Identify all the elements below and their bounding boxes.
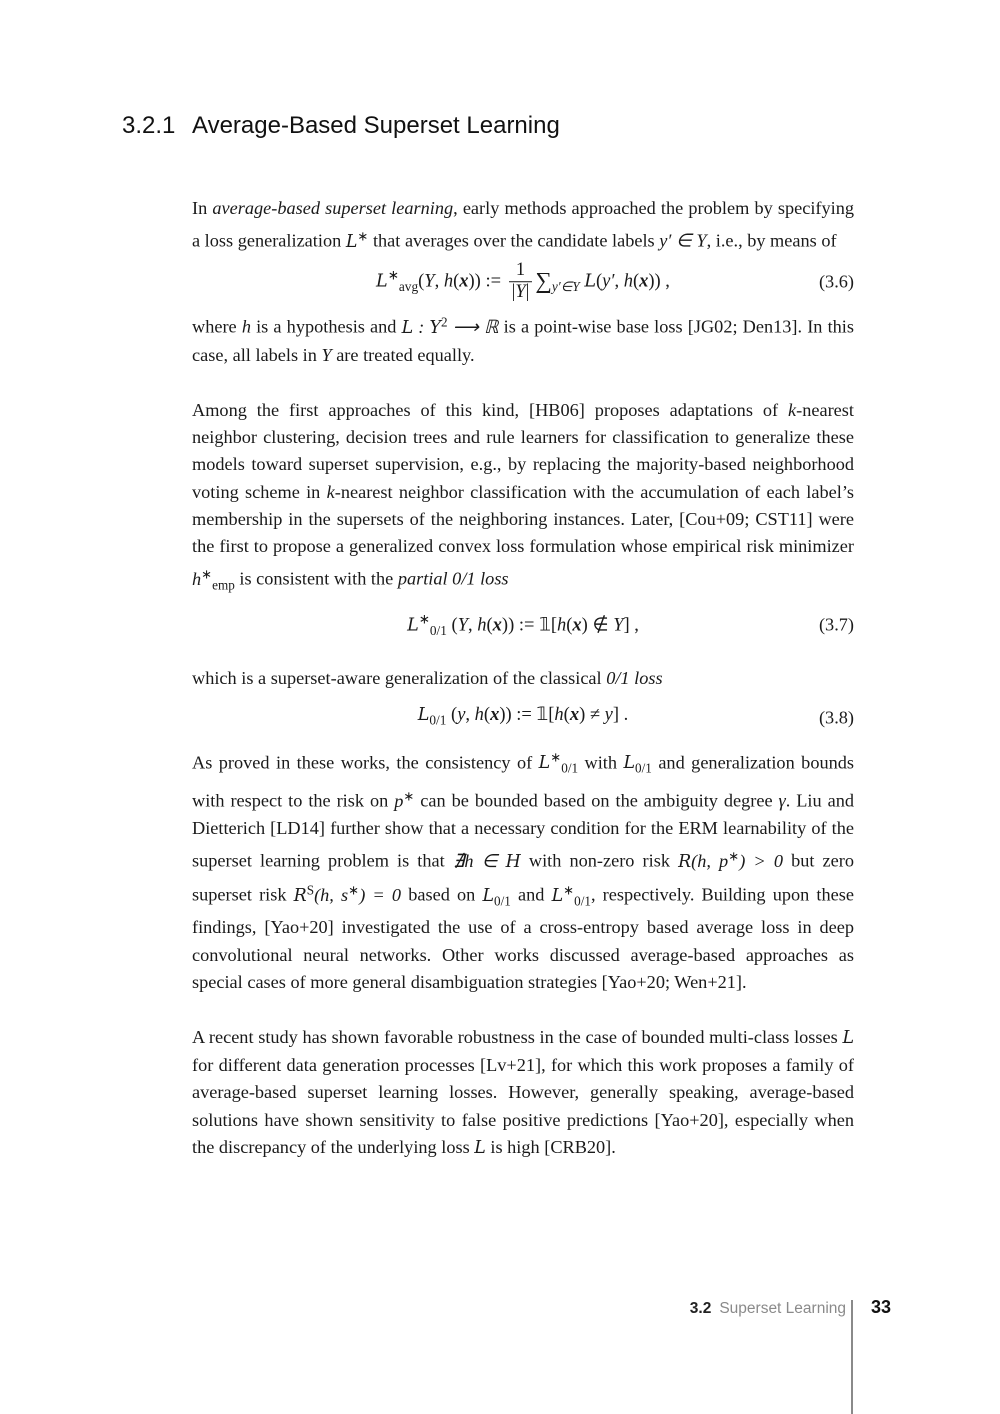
equation-3-6 bbox=[192, 256, 854, 308]
math-risk-minimizer: $h^∗_{emp}$ bbox=[192, 566, 235, 593]
paragraph-3: Among the first approaches of this kind, [HB06] proposes adaptations of k-nearest neighbor clustering, decision trees and rule learners for classification to generalize these models toward superset supervision, e.g., by replacing the majority-based neighborhood voting scheme in k-nearest neighbor classification with the accumulation of each label’s membership in the supersets of the neighboring instances. Later, [Cou+09; CST11] were the first to propose a generalized convex loss formulation whose empirical risk minimizer $h^∗_{emp}$ is consistent with the partial 0/1 loss bbox=[192, 399, 855, 593]
math-label-membership: y′ ∈ Y bbox=[659, 230, 707, 251]
equation-3-7-formula: $L^∗_{0/1}$ (Y, h(x)) := 𝟙[h(x) ∉ Y] , bbox=[407, 611, 639, 638]
paragraph-6: A recent study has shown favorable robustness in the case of bounded multi-class losses L for different data generation processes [Lv+21], for which this work proposes a family of average-based superset learning losses. However, generally speaking, average-based solutions have shown sensitivity to false positive predictions [Yao+20], especially when the discrepancy of the underlying loss L is high [CRB20]. bbox=[192, 1026, 854, 1158]
math-loss-generalization: L∗ bbox=[345, 228, 369, 252]
term-average-based: average-based superset learning bbox=[212, 198, 454, 218]
equation-3-8 bbox=[192, 692, 854, 744]
term-partial-loss: partial 0/1 loss bbox=[397, 568, 509, 589]
running-footer bbox=[0, 1300, 846, 1318]
term-zero-one-loss: 0/1 loss bbox=[606, 667, 663, 688]
footer-section-title: Superset Learning bbox=[719, 1300, 846, 1317]
body-text bbox=[192, 195, 854, 1162]
equation-number-3-6: (3.6) bbox=[818, 271, 854, 292]
paragraph-4: which is a superset-aware generalization of the classical 0/1 loss bbox=[192, 667, 663, 688]
footer-divider bbox=[851, 1300, 853, 1414]
page-number: 33 bbox=[871, 1297, 892, 1317]
equation-3-6-formula: $L^∗_{avg}(Y$, h(x)) := $\frac{1}{|Y|}$ $\sum_{y'\in Y}$ L(y′, h(x)) , bbox=[376, 260, 670, 303]
paragraph-2: where h is a hypothesis and L : $Y^2$ ⟶ ℝ is a point-wise base loss [JG02; Den13]. In this case, all labels in Y are treated equally. bbox=[192, 313, 854, 365]
section-heading bbox=[122, 112, 560, 140]
equation-number-3-7: (3.7) bbox=[818, 613, 854, 634]
fraction: $\frac{1}{|Y|}$ bbox=[509, 260, 533, 304]
paragraph-1: In average-based superset learning, early methods approached the problem by specifying a loss generalization L∗ that averages over the candidate labels y′ ∈ Y, i.e., by means of bbox=[192, 198, 855, 252]
math-base-loss: L : $Y^2$ ⟶ ℝ bbox=[401, 313, 499, 338]
section-number: 3.2.1 bbox=[122, 112, 176, 139]
footer-section-number: 3.2 bbox=[689, 1300, 712, 1317]
equation-number-3-8: (3.8) bbox=[818, 707, 854, 728]
equation-3-7 bbox=[192, 599, 854, 651]
equation-3-8-formula: $L_{0/1}$ (y, h(x)) := 𝟙[h(x) ≠ y] . bbox=[417, 704, 629, 728]
paragraph-5: As proved in these works, the consistency of $L^∗_{0/1}$ with $L_{0/1}$ and generalization bounds with respect to the risk on p∗ can be bounded based on the ambiguity degree γ. Liu and Dietterich [LD14] further show that a necessary condition for the ERM learnability of the superset learning problem is that ∄h ∈ H with non-zero risk R(h, p∗) > 0 but zero superset risk $R^S(h$, s∗) = 0 based on $L_{0/1}$ and $L^∗_{0/1}$, respectively. Building upon these findings, [Yao+20] investigated the use of a cross-entropy based average loss in deep convolutional neural networks. Other works discussed average-based approaches as special cases of more general disambiguation strategies [Yao+20; Wen+21]. bbox=[192, 749, 855, 992]
section-title: Average-Based Superset Learning bbox=[192, 112, 560, 139]
